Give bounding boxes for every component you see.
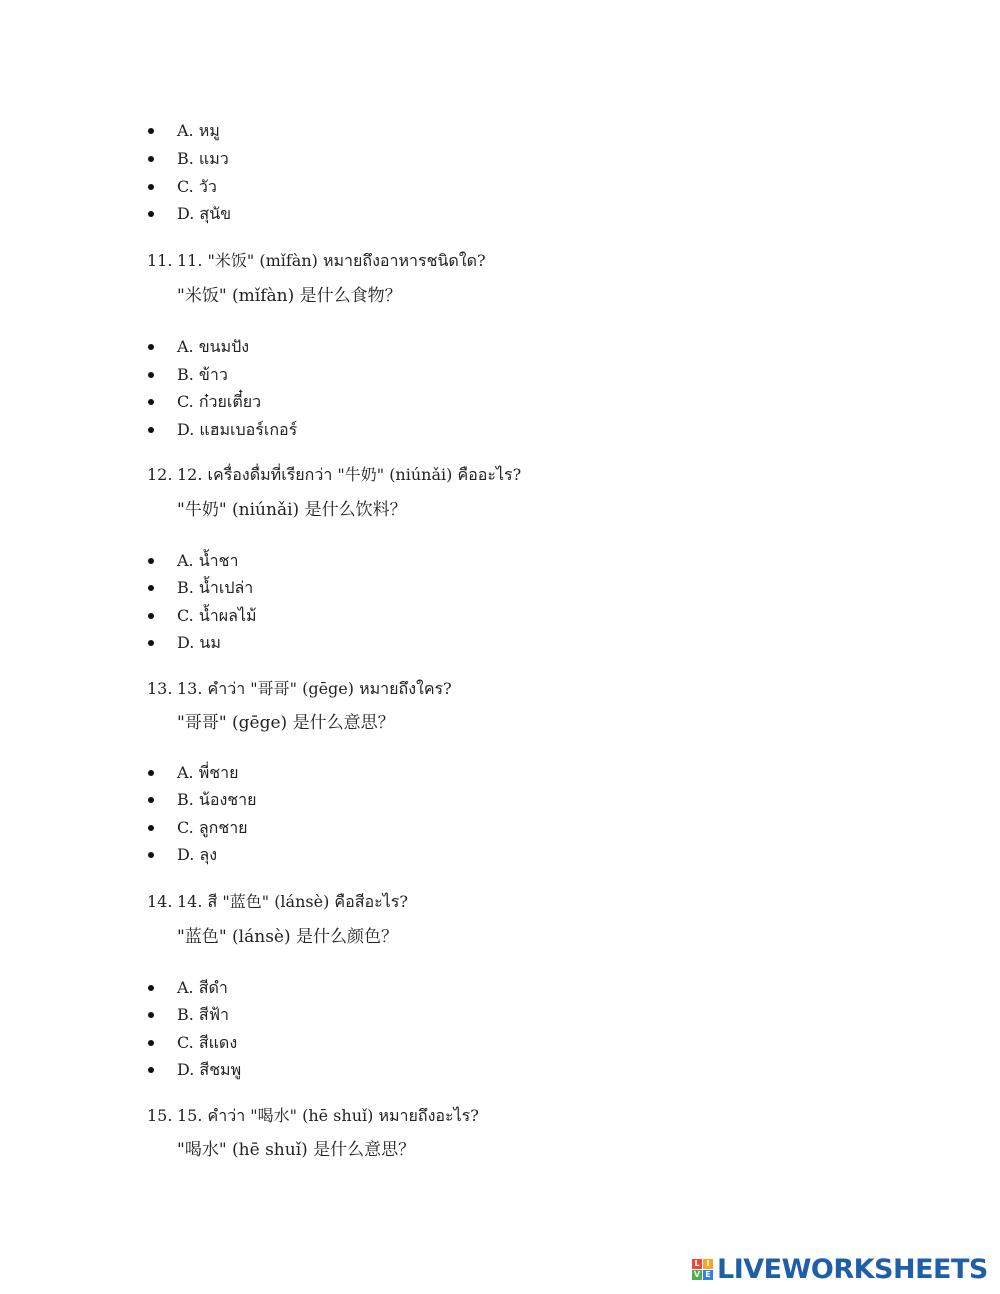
bullet-icon [148,797,154,803]
question-number: 14. [147,892,173,911]
bullet-icon [148,1067,154,1073]
question-15-chinese: "喝水" (hē shuǐ) 是什么意思？ [177,1140,416,1160]
question-text-thai: 14. สี "蓝色" (lánsè) คือสีอะไร? [177,892,408,911]
bullet-icon [148,558,154,564]
logo-text: LIVEWORKSHEETS [717,1253,988,1285]
bullet-icon [148,344,154,350]
question-text-thai: 13. คำว่า "哥哥" (gēge) หมายถึงใคร? [177,679,452,698]
bullet-icon [148,1040,154,1046]
bullet-icon [148,156,154,162]
liveworksheets-logo [692,1253,988,1285]
logo-mark-icon: L I V E [692,1259,713,1280]
question-number: 11. [147,251,173,270]
question-number: 15. [147,1106,173,1125]
bullet-icon [148,985,154,991]
question-number: 13. [147,679,173,698]
bullet-icon [148,184,154,190]
bullet-icon [148,211,154,217]
question-11-chinese: "米饭" (mǐfàn) 是什么食物？ [177,286,402,306]
bullet-icon [148,399,154,405]
question-13-chinese: "哥哥" (gēge) 是什么意思？ [177,713,395,733]
question-text-thai: 11. "米饭" (mǐfàn) หมายถึงอาหารชนิดใด? [177,251,486,270]
question-text-thai: 15. คำว่า "喝水" (hē shuǐ) หมายถึงอะไร? [177,1106,479,1125]
bullet-icon [148,825,154,831]
worksheet-page: A. หมู B. แมว C. วัว D. สุนัข 11. 11. "米饭" (mǐfàn) หมายถึงอาหารชนิดใด? "米饭" (mǐfàn) 是什么食物？ A. ขนมปัง B. ข้าว C. ก๋วยเตี๋ยว D. แฮมเบอร์เกอร์ 12. 12. เครื่องดื่มที่เรียกว่า "牛奶" (niúnǎi) คืออะไร? "牛奶" (niúnǎi) 是什么饮料？ A. น้ำชา B. น้ำเปล่า C. น้ำผลไม้ D. นม 13. 13. คำว่า "哥哥" (gēge) หมายถึงใคร? "哥哥" (gēge) 是什么意思？ A. พี่ชาย B. น้องชาย C. ลูกชาย D. ลุง 14. 14. สี "蓝色" (lánsè) คือสีอะไร? "蓝色" (lánsè) 是什么颜色？ A. สีดำ B. สีฟ้า C. สีแดง D. สีชมพู 15. 15. คำว่า "喝水" (hē shuǐ) หมายถึงอะไร? "喝水" (hē shuǐ) 是什么意思？ L I V E LIVEWORKSHEETS [147,121,988,1285]
bullet-icon [148,770,154,776]
bullet-icon [148,585,154,591]
bullet-icon [148,427,154,433]
bullet-icon [148,613,154,619]
bullet-icon [148,1012,154,1018]
bullet-icon [148,852,154,858]
bullet-icon [148,372,154,378]
question-14-chinese: "蓝色" (lánsè) 是什么颜色？ [177,927,399,947]
bullet-icon [148,640,154,646]
bullet-icon [148,128,154,134]
question-12-chinese: "牛奶" (niúnǎi) 是什么饮料？ [177,500,407,520]
question-number: 12. [147,465,173,484]
question-text-thai: 12. เครื่องดื่มที่เรียกว่า "牛奶" (niúnǎi) คืออะไร? [177,465,522,484]
